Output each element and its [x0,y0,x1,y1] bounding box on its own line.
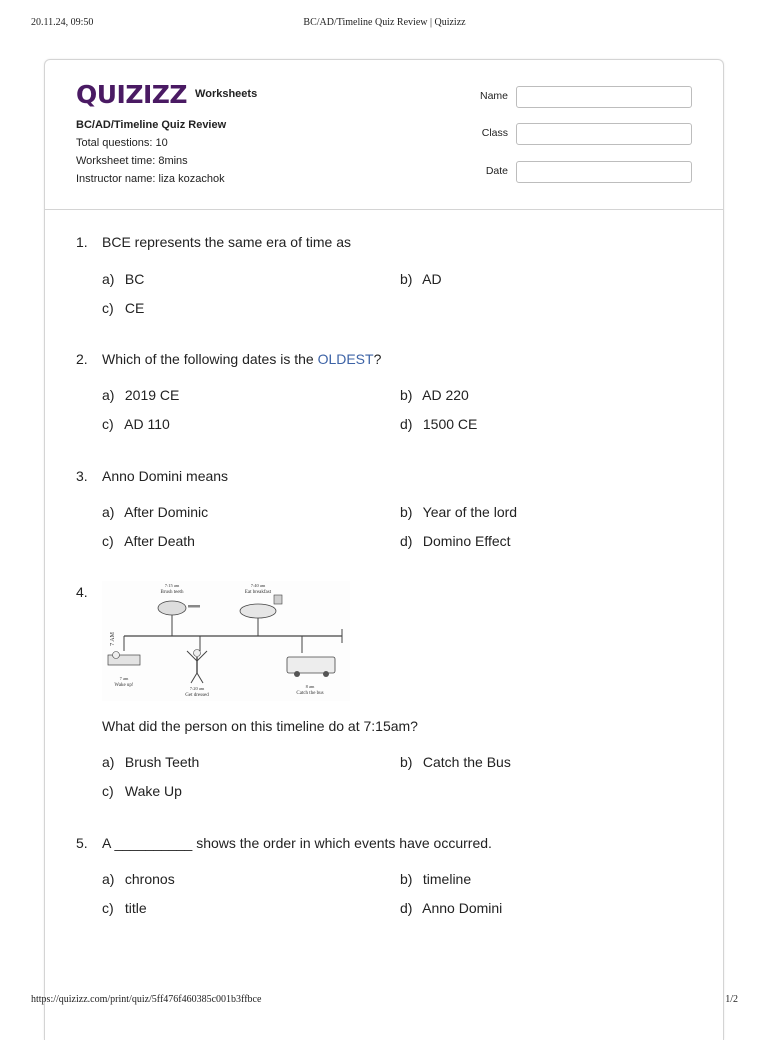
option-key: d) [400,416,413,432]
option [400,754,511,770]
option-text: BC [124,271,145,287]
option-text: Catch the Bus [422,754,511,770]
option-key: b) [400,504,413,520]
question-text-start: Which of the following dates is the [102,351,318,367]
name-field[interactable] [516,86,692,108]
option [102,504,208,520]
option-key: c) [102,783,114,799]
option-text: 1500 CE [422,416,478,432]
name-label: Name [479,90,508,102]
option-text: Anno Domini [422,900,503,916]
option [102,533,195,549]
option-text: 2019 CE [124,387,180,403]
total-questions: Total questions: 10 [76,137,168,149]
mouth-icon [158,601,186,615]
date-label: Date [485,165,508,177]
question-text: BCE represents the same era of time as [102,234,351,250]
option-key: a) [102,871,115,887]
cup-icon [274,595,282,604]
question-text: A __________ shows the order in which events have occurred. [102,835,492,851]
print-datetime: 20.11.24, 09:50 [31,17,94,28]
option-text: chronos [124,871,175,887]
option-text: AD [422,271,442,287]
event-label: Wake up! [114,683,134,688]
option [400,533,511,549]
event-time: 7 am [119,676,129,681]
option [400,387,469,403]
option-key: b) [400,871,413,887]
option-key: a) [102,754,115,770]
print-footer [31,994,738,1008]
option-text: Brush Teeth [124,754,200,770]
option [400,271,442,287]
option [102,783,182,799]
question-text-end: ? [373,351,382,367]
event-time: 8 am [305,684,315,689]
question-number: 4. [76,584,88,600]
date-field[interactable] [516,161,692,183]
option-key: a) [102,387,115,403]
print-header [31,17,738,31]
quizizz-logo: QUIZIZZ [76,79,188,109]
event-label: Catch the bus [296,691,324,696]
question-text: Anno Domini means [102,468,229,484]
option [400,900,502,916]
option [102,416,170,432]
option-key: b) [400,387,413,403]
question-highlight: OLDEST [317,351,374,367]
option-text: AD 110 [124,416,170,432]
class-field[interactable] [516,123,692,145]
worksheets-label: Worksheets [195,88,258,100]
option [102,300,144,316]
option-key: c) [102,533,114,549]
option [102,387,179,403]
option-key: a) [102,504,115,520]
worksheet-header [45,60,723,210]
question-number: 3. [76,468,88,484]
option-text: AD 220 [422,387,469,403]
logo-row [76,80,257,108]
question-text [102,351,381,367]
instructor-name: Instructor name: liza kozachok [76,173,225,185]
option-text: CE [124,300,145,316]
event-time: 7:15 am [164,583,180,588]
class-label: Class [481,127,508,139]
worksheet-card [44,59,724,1040]
option-key: c) [102,416,114,432]
event-label: Eat breakfast [244,590,272,595]
timeline-drawing [102,581,350,701]
event-label: Brush teeth [160,590,184,595]
print-page-title: BC/AD/Timeline Quiz Review | Quizizz [303,17,466,28]
option [102,871,175,887]
print-page-number: 1/2 [725,994,738,1005]
person-icon [194,650,201,657]
plate-icon [240,604,276,618]
option-text: title [124,900,147,916]
option [400,504,517,520]
option-text: After Dominic [124,504,209,520]
event-time: 7:40 am [250,583,266,588]
question-text: What did the person on this timeline do at 7:15am? [102,718,418,734]
option [102,271,144,287]
timeline-illustration [102,581,350,701]
option-text: timeline [422,871,472,887]
question-number: 5. [76,835,88,851]
print-url: https://quizizz.com/print/quiz/5ff476f460385c001b3ffbce [31,994,262,1005]
option [102,754,199,770]
option-text: Wake Up [124,783,182,799]
option-text: Domino Effect [422,533,511,549]
event-label: Get dressed [185,693,209,698]
option-key: c) [102,300,114,316]
question-number: 1. [76,234,88,250]
option [400,416,477,432]
option-text: Year of the lord [422,504,518,520]
event-time: 7:20 am [189,686,205,691]
option [400,871,471,887]
toothbrush-icon [188,605,200,608]
bus-icon [287,657,335,673]
option-key: b) [400,754,413,770]
quiz-title: BC/AD/Timeline Quiz Review [76,119,227,131]
option-key: d) [400,533,413,549]
option [102,900,147,916]
worksheet-time: Worksheet time: 8mins [76,155,188,167]
option-key: c) [102,900,114,916]
option-text: After Death [124,533,195,549]
vertical-label: 7 AM [110,632,116,646]
question-number: 2. [76,351,88,367]
option-key: d) [400,900,413,916]
option-key: b) [400,271,413,287]
quiz-meta [76,116,226,188]
option-key: a) [102,271,115,287]
